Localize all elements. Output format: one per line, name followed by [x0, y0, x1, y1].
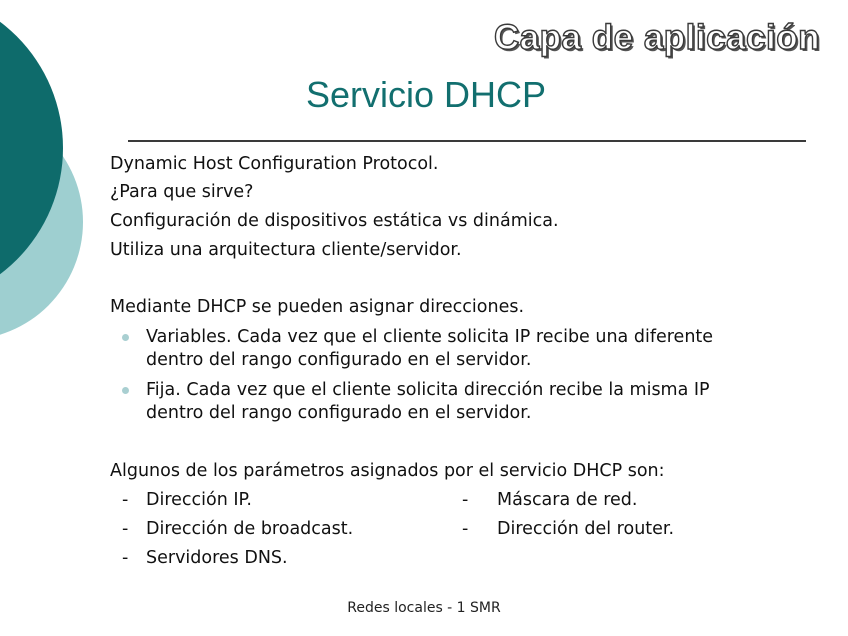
- dash-marker: -: [122, 519, 129, 539]
- bullet-line: dentro del rango configurado en el servidor.: [146, 350, 532, 370]
- dash-marker: -: [462, 490, 469, 510]
- slide-title: Servicio DHCP: [305, 74, 547, 115]
- bullet-icon: [122, 334, 129, 341]
- parameter-item: Máscara de red.: [497, 490, 638, 510]
- parameter-item: Dirección del router.: [497, 519, 675, 539]
- intro-line: Configuración de dispositivos estática vs dinámica.: [110, 211, 559, 231]
- section-title: Capa de aplicación: [493, 18, 820, 57]
- bullet-line: Variables. Cada vez que el cliente solicita IP recibe una diferente: [146, 327, 714, 347]
- bullet-line: dentro del rango configurado en el servidor.: [146, 403, 532, 423]
- parameter-item: Dirección IP.: [146, 490, 252, 510]
- dash-marker: -: [122, 490, 129, 510]
- bullet-icon: [122, 387, 129, 394]
- intro-line: Utiliza una arquitectura cliente/servidor.: [110, 240, 462, 260]
- intro-line: ¿Para que sirve?: [110, 182, 254, 202]
- parameter-item: Servidores DNS.: [146, 548, 288, 568]
- assignment-heading: Mediante DHCP se pueden asignar direcciones.: [110, 297, 525, 317]
- parameters-heading: Algunos de los parámetros asignados por el servicio DHCP son:: [110, 461, 665, 481]
- dash-marker: -: [462, 519, 469, 539]
- parameter-item: Dirección de broadcast.: [146, 519, 354, 539]
- footer-text: Redes locales - 1 SMR: [347, 600, 501, 616]
- dash-marker: -: [122, 548, 129, 568]
- bullet-line: Fija. Cada vez que el cliente solicita dirección recibe la misma IP: [146, 380, 710, 400]
- title-divider: [128, 140, 806, 142]
- intro-line: Dynamic Host Configuration Protocol.: [110, 154, 439, 174]
